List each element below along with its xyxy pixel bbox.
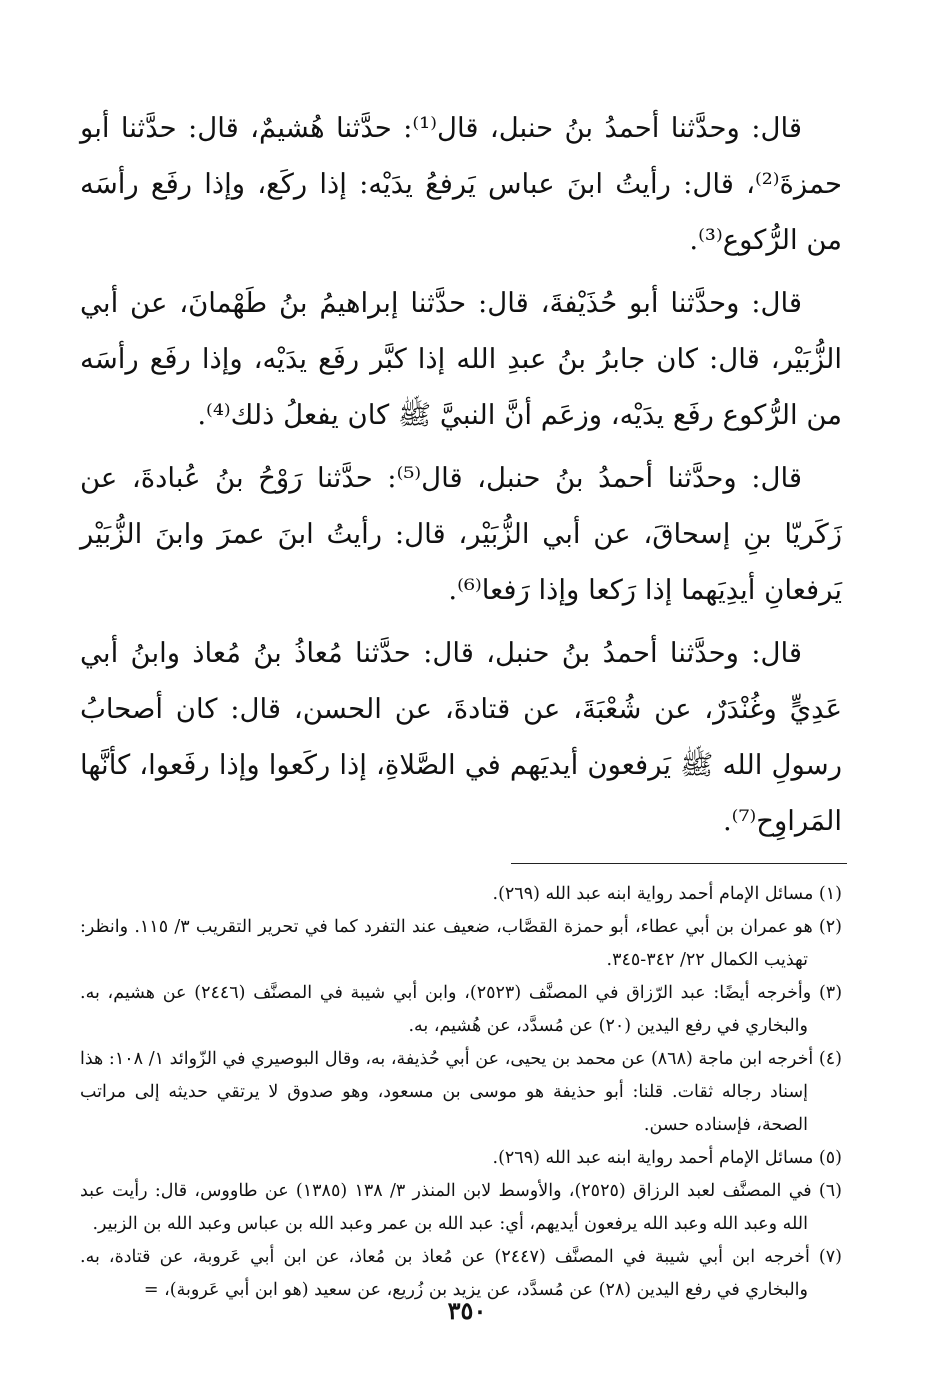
paragraph-1: قال: وحدَّثنا أحمدُ بنُ حنبل، قال⁽¹⁾: حدَّثنا هُشيمٌ، قال: حدَّثنا أبو حمزةَ⁽²⁾، قال: رأيتُ ابنَ عباس يَرفعُ يدَيْه: إذا ركَع، وإذا رفَع رأسَه من الرُّكوع⁽³⁾. xyxy=(80,112,842,256)
footnote-7: (٧) أخرجه ابن أبي شيبة في المصنَّف (٢٤٤٧) عن مُعاذ بن مُعاذ، عن ابن أبي عَروبة، عن قتادة، به. والبخاري في رفع اليدين (٢٨) عن مُسدَّد، عن يزيد بن زُريع، عن سعيد (هو ابن أبي عَروبة)، = xyxy=(80,1247,842,1300)
paragraph-3: قال: وحدَّثنا أحمدُ بنُ حنبل، قال⁽⁵⁾: حدَّثنا رَوْحُ بنُ عُبادةَ، عن زَكَريّا بنِ إسحاقَ، عن أبي الزُّبَيْر، قال: رأيتُ ابنَ عمرَ وابنَ الزُّبَيْر يَرفعانِ أيدِيَهما إذا رَكعا وإذا رَفعا⁽⁶⁾. xyxy=(80,462,842,606)
footnote-6: (٦) في المصنَّف لعبد الرزاق (٢٥٢٥)، والأوسط لابن المنذر ٣/ ١٣٨ (١٣٨٥) عن طاووس، قال: رأيت عبد الله وعبد الله وعبد الله يرفعون أيديهم، أي: عبد الله بن عمر وعبد الله بن عباس وعبد الله بن الزبير. xyxy=(80,1181,842,1234)
page-body xyxy=(80,100,842,1307)
footnote-2: (٢) هو عمران بن أبي عطاء، أبو حمزة القصَّاب، ضعيف عند التفرد كما في تحرير التقريب ٣/ ١١٥. وانظر: تهذيب الكمال ٢٢/ ٣٤٢-٣٤٥. xyxy=(80,917,842,970)
paragraph-4: قال: وحدَّثنا أحمدُ بنُ حنبل، قال: حدَّثنا مُعاذُ بنُ مُعاذ وابنُ أبي عَدِيٍّ وغُنْدَرٌ، عن شُعْبَةَ، عن قتادةَ، عن الحسن، قال: كان أصحابُ رسولِ الله ﷺ يَرفعون أيديَهم في الصَّلاةِ، إذا ركَعوا وإذا رفَعوا، كأنَّها المَراوِح⁽⁷⁾. xyxy=(80,637,842,837)
footnote-5: (٥) مسائل الإمام أحمد رواية ابنه عبد الله (٢٦٩). xyxy=(492,1148,842,1168)
main-text xyxy=(80,100,842,849)
footnote-1: (١) مسائل الإمام أحمد رواية ابنه عبد الله (٢٦٩). xyxy=(492,884,842,904)
footnotes xyxy=(80,878,842,1307)
page-number: ٣٥٠ xyxy=(447,1296,487,1325)
footnote-divider xyxy=(511,863,847,864)
footnote-4: (٤) أخرجه ابن ماجة (٨٦٨) عن محمد بن يحيى، عن أبي حُذيفة، به، وقال البوصيري في الزّوائد ١/ ١٠٨: هذا إسناد رجاله ثقات. قلنا: أبو حذيفة هو موسى بن مسعود، وهو صدوق لا يرتقي حديثه إلى مراتب الصحة، فإسناده حسن. xyxy=(80,1049,842,1135)
footnote-3: (٣) وأخرجه أيضًا: عبد الرّزاق في المصنَّف (٢٥٢٣)، وابن أبي شيبة في المصنَّف (٢٤٤٦) عن هشيم، به. والبخاري في رفع اليدين (٢٠) عن مُسدَّد، عن هُشيم، به. xyxy=(80,983,843,1036)
paragraph-2: قال: وحدَّثنا أبو حُذَيْفةَ، قال: حدَّثنا إبراهيمُ بنُ طَهْمانَ، عن أبي الزُّبَيْر، قال: كان جابرُ بنُ عبدِ الله إذا كبَّر رفَع يدَيْه، وإذا رفَع رأسَه من الرُّكوع رفَع يدَيْه، وزعَم أنَّ النبيَّ ﷺ كان يفعلُ ذلك⁽⁴⁾. xyxy=(80,287,842,431)
